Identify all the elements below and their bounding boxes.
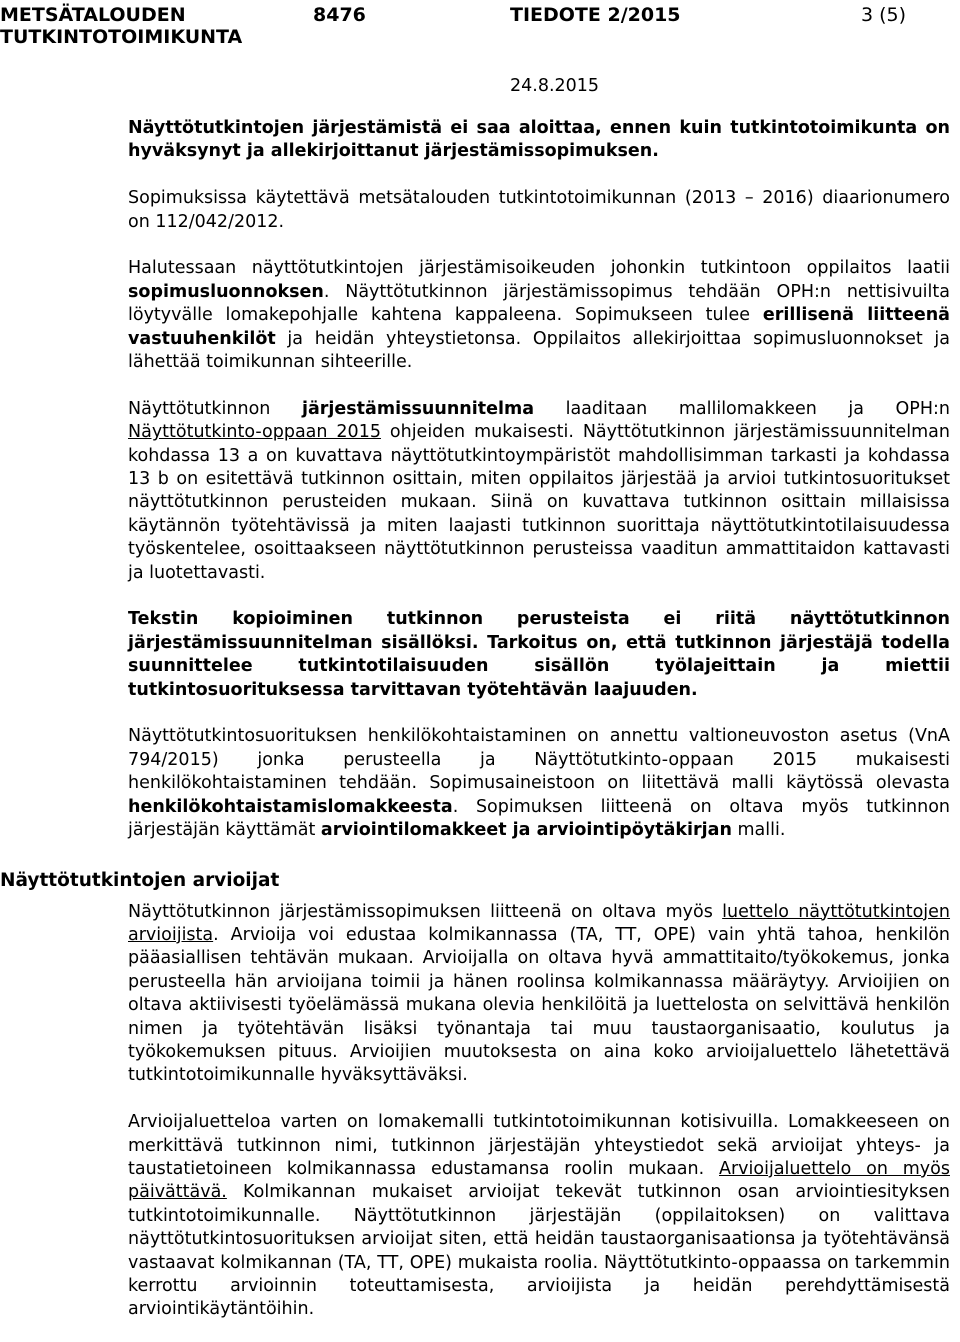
paragraph-start-condition: Näyttötutkintojen järjestämistä ei saa aloittaa, ennen kuin tutkintotoimikunta on hyväksynyt ja allekirjoittanut järjestämissopimuksen. xyxy=(128,118,950,162)
link-naytto-opas[interactable]: Näyttötutkinto-oppaan 2015 xyxy=(128,422,381,443)
section-heading-arvioijat: Näyttötutkintojen arvioijat xyxy=(0,870,280,891)
document-body xyxy=(128,117,950,1322)
paragraph-copy-warning: Tekstin kopioiminen tutkinnon perusteista ei riitä näyttötutkinnon järjestämissuunnitelman sisällöksi. Tarkoitus on, että tutkinnon järjestäjä todella suunnittelee tutkintotilaisuuden sisällön työlajeittain ja miettii tutkintosuorituksessa tarvittavan työtehtävän laajuuden. xyxy=(128,609,950,700)
header-organization: METSÄTALOUDEN TUTKINTOTOIMIKUNTA xyxy=(0,4,243,48)
link-assessor-list[interactable]: luettelo näyttötutkintojen arvioijista xyxy=(128,901,951,945)
header-page-number: 3 (5) xyxy=(861,4,907,26)
paragraph-organization-plan: Näyttötutkinnon järjestämissuunnitelma laaditaan mallilomakkeen ja OPH:n Näyttötutkinto-oppaan 2015 ohjeiden mukaisesti. Näyttötutkinnon järjestämissuunnitelman kohdassa 13 a on kuvattava näyttötutkintoympäristöt mahdollisimman tarkasti ja kohdassa 13 b on esitettävä tutkinnon osittain, miten oppilaitos järjestää ja arvioi tutkintosuoritukset näyttötutkinnon perusteiden mukaan. Siinä on kuvattava tutkinnon osittain millaisissa käytännön työtehtävissä ja miten laajasti tutkinnon suorittaja näyttötutkintotilaisuudessa työskentelee, osoittaakseen näyttötutkinnon perusteissa vaaditun ammattitaidon kattavasti ja luotettavasti. xyxy=(128,398,950,583)
link-assessor-list-dated[interactable]: Arvioijaluettelo on myös päivättävä. xyxy=(128,1158,950,1203)
paragraph-assessor-list: Näyttötutkinnon järjestämissopimuksen liitteenä on oltava myös luettelo näyttötutkintojen arvioijista. Arvioija voi edustaa kolmikannassa (TA, TT, OPE) vain yhtä tahoa, henkilön pääasiallisen tehtävän mukaan. Arvioijalla on oltava hyvä ammattitaito/työkokemus, jonka perusteella hän arvioijana toimii ja hänen roolinsa kolmikannassa määräytyy. Arvioijien on oltava aktiivisesti työelämässä mukana olevia henkilöitä ja luettelosta on selvittävä henkilön nimen ja työtehtävän lisäksi työnantaja tai muu taustaorganisaatio, koulutus ja työkokemuksen pituus. Arvioijien muutoksesta on aina koko arvioijaluettelo lähetettävä tutkintotoimikunnalle hyväksyttäväksi. xyxy=(128,901,951,1086)
header-title: TIEDOTE 2/2015 xyxy=(510,4,681,26)
paragraph-diary-number: Sopimuksissa käytettävä metsätalouden tutkintotoimikunnan (2013 – 2016) diaarionumero on 112/042/2012. xyxy=(128,188,950,232)
header-date: 24.8.2015 xyxy=(510,76,600,96)
paragraph-personalisation: Näyttötutkintosuorituksen henkilökohtaistaminen on annettu valtioneuvoston asetus (VnA 794/2015) jonka perusteella ja Näyttötutkinto-oppaan 2015 mukaisesti henkilökohtaistaminen tehdään. Sopimusaineistoon on liitettävä malli käytössä olevasta henkilökohtaistamislomakkeesta. Sopimuksen liitteenä on oltava myös tutkinnon järjestäjän käyttämät arviointilomakkeet ja arviointipöytäkirjan malli. xyxy=(128,726,950,841)
paragraph-agreement-draft: Halutessaan näyttötutkintojen järjestämisoikeuden johonkin tutkintoon oppilaitos laatii sopimusluonnoksen. Näyttötutkinnon järjestämissopimus tehdään OPH:n nettisivuilta löytyvälle lomakepohjalle kahtena kappaleena. Sopimukseen tulee erillisenä liitteenä vastuuhenkilöt ja heidän yhteystietonsa. Oppilaitos allekirjoittaa sopimusluonnokset ja lähettää toimikunnan sihteerille. xyxy=(128,258,950,373)
header-number: 8476 xyxy=(313,4,366,26)
paragraph-assessor-form: Arvioijaluetteloa varten on lomakemalli tutkintotoimikunnan kotisivuilla. Lomakkeeseen on merkittävä tutkinnon nimi, tutkinnon järjestäjän yhteystiedot sekä arvioijat yhteys- ja taustatietoineen kolmikannassa edustamansa roolin mukaan. Arvioijaluettelo on myös päivättävä. Kolmikannan mukaiset arvioijat tekevät tutkinnon osan arviointiesityksen tutkintotoimikunnalle. Näyttötutkinnon järjestäjän (oppilaitoksen) on valittava näyttötutkintosuorituksen arvioijat siten, että heidän taustaorganisaationsa ja työtehtävänsä vastaavat kolmikannan (TA, TT, OPE) mukaista roolia. Näyttötutkinto-oppaassa on tarkemmin kerrottu arvioinnin toteuttamisesta, arvioijista ja heidän perehdyttämisestä arviointikäytäntöihin. xyxy=(128,1112,950,1320)
